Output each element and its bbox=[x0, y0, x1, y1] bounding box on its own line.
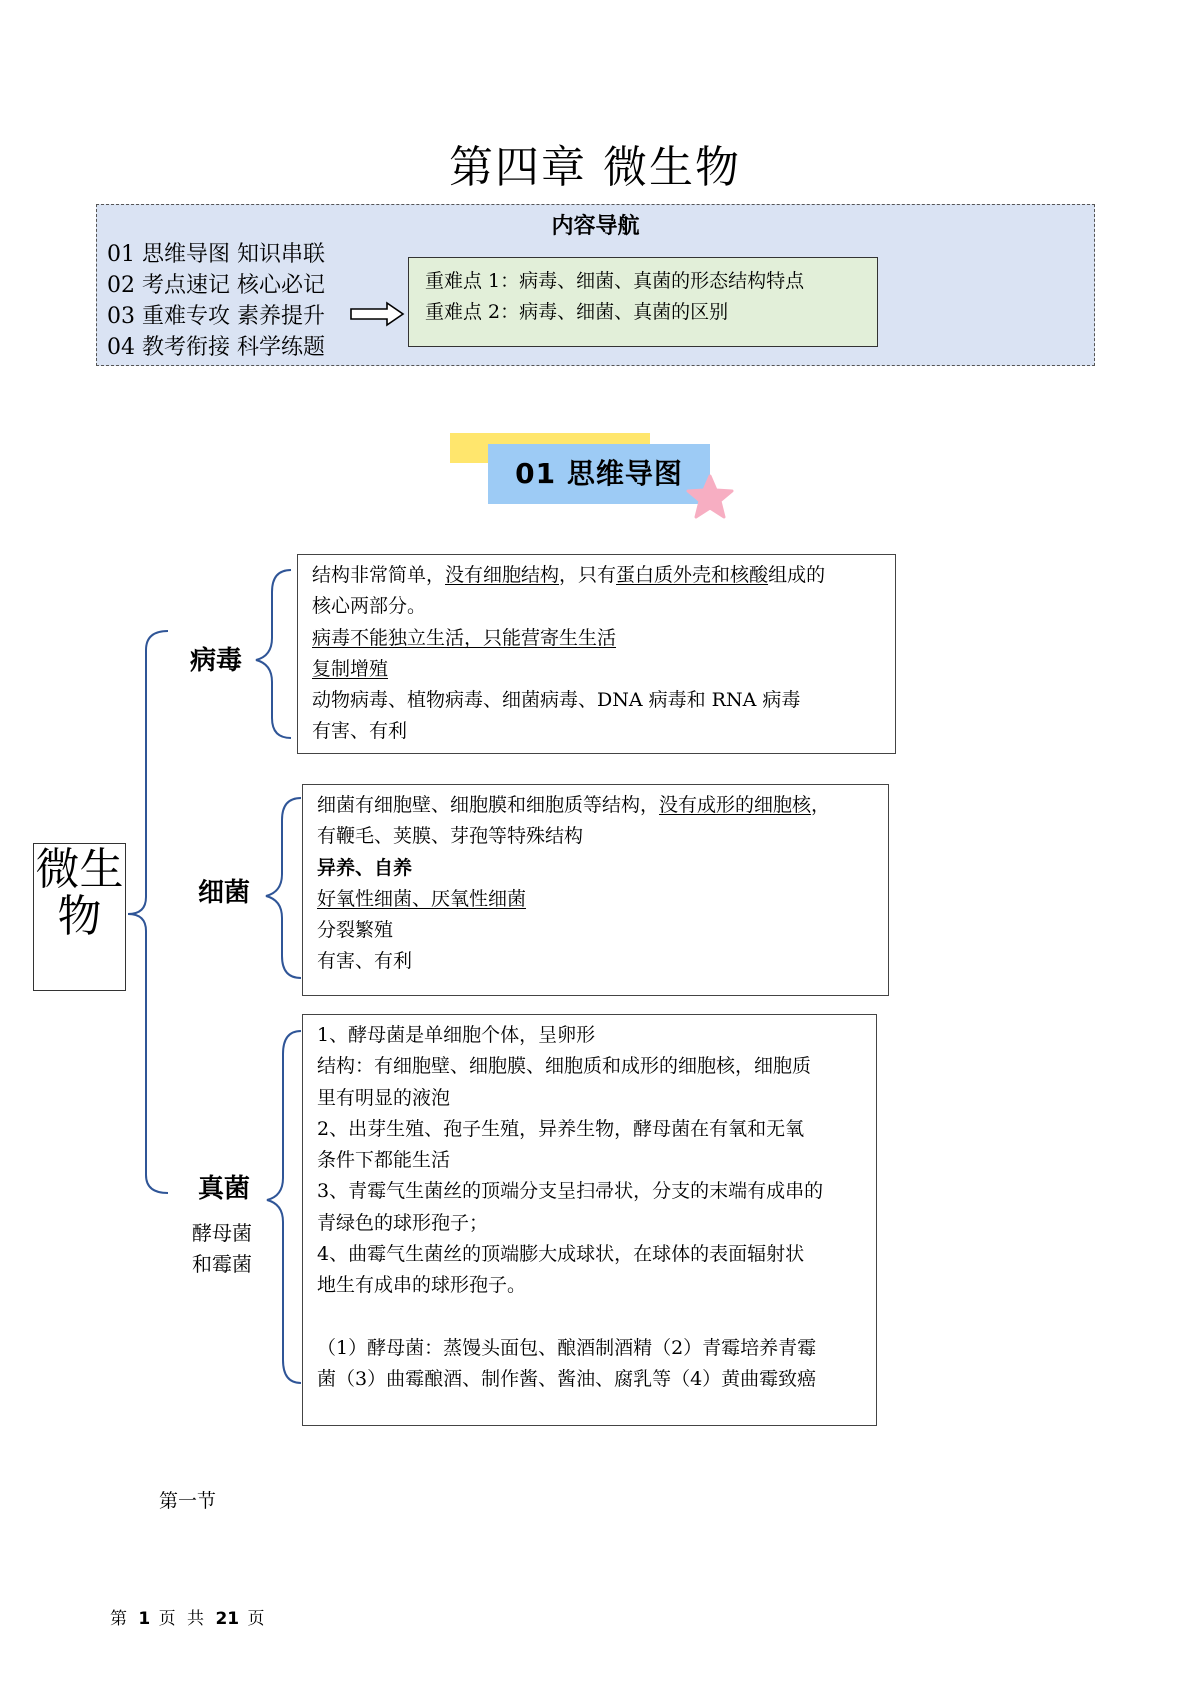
virus-line-6: 有害、有利 bbox=[312, 720, 408, 743]
bacteria-line-4: 好氧性细菌、厌氧性细菌 bbox=[317, 887, 527, 910]
virus-detail-box bbox=[297, 554, 896, 754]
virus-line-1: 结构非常简单，没有细胞结构，只有蛋白质外壳和核酸组成的 bbox=[312, 564, 826, 586]
section-heading: 01 思维导图 bbox=[488, 444, 710, 504]
bacteria-detail-box bbox=[302, 784, 889, 996]
fungi-detail-box bbox=[302, 1014, 877, 1426]
fungi-line: 4、曲霉气生菌丝的顶端膨大成球状，在球体的表面辐射状 bbox=[317, 1243, 805, 1266]
page-total: 21 bbox=[215, 1609, 240, 1629]
virus-line-5: 动物病毒、植物病毒、细菌病毒、DNA 病毒和 RNA 病毒 bbox=[312, 689, 801, 712]
bacteria-line-3: 异养、自养 bbox=[317, 856, 413, 879]
page-number: 1 bbox=[138, 1609, 151, 1629]
bacteria-line-2: 有鞭毛、荚膜、芽孢等特殊结构 bbox=[317, 825, 584, 848]
fungi-line: 2、出芽生殖、孢子生殖，异养生物，酵母菌在有氧和无氧 bbox=[317, 1117, 805, 1140]
bacteria-line-6: 有害、有利 bbox=[317, 950, 413, 973]
nav-heading: 内容导航 bbox=[551, 214, 640, 239]
bacteria-line-1: 细菌有细胞壁、细胞膜和细胞质等结构，没有成形的细胞核， bbox=[317, 794, 831, 816]
virus-line-4: 复制增殖 bbox=[312, 657, 389, 680]
fungi-subtitle: 酵母菌 和霉菌 bbox=[192, 1221, 252, 1276]
branch-fungi-label: 真菌 bbox=[198, 1174, 251, 1204]
page-footer: 第 1 页 共 21 页 bbox=[110, 1609, 268, 1629]
key-point-1: 重难点 1：病毒、细菌、真菌的形态结构特点 bbox=[425, 270, 805, 292]
mindmap-root: 微生物 bbox=[33, 843, 126, 991]
key-point-2: 重难点 2：病毒、细菌、真菌的区别 bbox=[425, 301, 729, 323]
bacteria-line-5: 分裂繁殖 bbox=[317, 919, 394, 942]
nav-item-difficulties[interactable]: 03 重难专攻 素养提升 bbox=[107, 304, 325, 329]
fungi-line: 条件下都能生活 bbox=[317, 1149, 451, 1172]
fungi-line: 菌（3）曲霉酿酒、制作酱、酱油、腐乳等（4）黄曲霉致癌 bbox=[317, 1368, 817, 1391]
virus-line-3: 病毒不能独立生活，只能营寄生生活 bbox=[312, 626, 617, 649]
fungi-line: （1）酵母菌：蒸馒头面包、酿酒制酒精（2）青霉培养青霉 bbox=[317, 1336, 817, 1359]
virus-line-2: 核心两部分。 bbox=[312, 595, 427, 618]
chapter-title: 第四章 微生物 bbox=[449, 142, 741, 193]
nav-item-exercises[interactable]: 04 教考衔接 科学练题 bbox=[107, 335, 325, 360]
fungi-line: 地生有成串的球形孢子。 bbox=[317, 1274, 527, 1297]
fungi-line: 青绿色的球形孢子； bbox=[317, 1211, 489, 1234]
fungi-line: 里有明显的液泡 bbox=[317, 1086, 451, 1109]
branch-bacteria-label: 细菌 bbox=[198, 878, 251, 908]
fungi-blank-line bbox=[317, 1302, 862, 1333]
section-name: 第一节 bbox=[159, 1490, 217, 1512]
nav-item-mindmap[interactable]: 01 思维导图 知识串联 bbox=[107, 242, 325, 267]
fungi-line: 1、酵母菌是单细胞个体，呈卵形 bbox=[317, 1024, 596, 1046]
fungi-line: 3、青霉气生菌丝的顶端分支呈扫帚状，分支的末端有成串的 bbox=[317, 1180, 824, 1203]
branch-virus-label: 病毒 bbox=[190, 646, 243, 676]
nav-item-key-points[interactable]: 02 考点速记 核心必记 bbox=[107, 273, 325, 298]
fungi-line: 结构：有细胞壁、细胞膜、细胞质和成形的细胞核，细胞质 bbox=[317, 1055, 812, 1078]
